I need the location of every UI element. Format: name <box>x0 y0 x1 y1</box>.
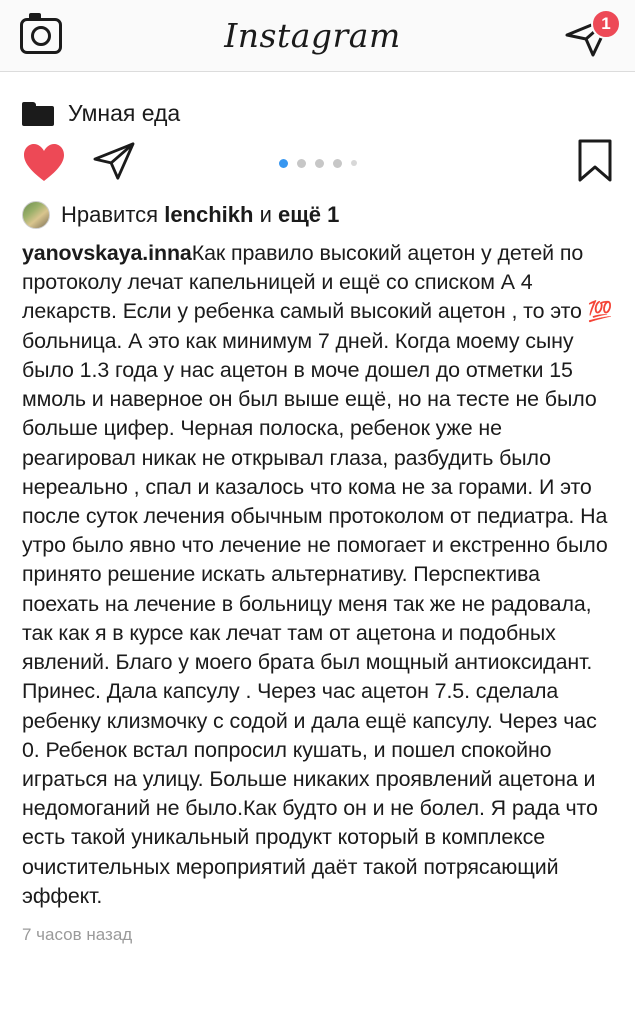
carousel-dot <box>279 159 288 168</box>
saved-collection-row[interactable] <box>0 72 635 131</box>
likes-username[interactable]: lenchikh <box>164 202 254 227</box>
bookmark-icon <box>577 139 613 183</box>
post-caption <box>0 231 635 911</box>
camera-icon[interactable] <box>20 18 62 54</box>
carousel-dot <box>333 159 342 168</box>
likes-prefix: Нравится <box>61 202 159 227</box>
caption-text-part2: больница. А это как минимум 7 дней. Когда моему сыну было 1.3 года у нас ацетон в моче дошел до отметки 15 ммоль и наверное он был выше ещё, но на тесте не было больше цифер. Черная полоска, ребенок уже не реагировал никак не открывал глаза, разбудить было нереально , спал и казалось что кома не за горами. И это после суток лечения обычным протоколом от педиатра. На утро было явно что лечение не помогает и екстренно было принято решение искать альтернативу. Перспектива поехать на лечение в больницу меня так же не радовала, так как я в курсе как лечат там от ацетона и подобных явлений. Благо у моего брата был мощный антиоксидант. Принес. Дала капсулу . Через час ацетон 7.5. сделала ребенку клизмочку с содой и дала ещё капсулу. Через час 0. Ребенок встал попросил кушать, и пошел спокойно играться на улицу. Больше никаких проявлений ацетона и недомоганий не было.Как будто он и не болел. Я рада что есть такой уникальный продукт который в комплексе очистительных мероприятий даёт такой потрясающий эффект. <box>22 328 608 908</box>
caption-author[interactable]: yanovskaya.inna <box>22 241 192 265</box>
post-action-bar <box>0 131 635 193</box>
share-icon <box>92 141 136 181</box>
folder-icon <box>22 102 54 126</box>
heart-icon-filled <box>22 143 66 183</box>
likes-conjunction: и <box>259 202 272 227</box>
collection-label: Умная еда <box>68 100 181 126</box>
carousel-dot <box>297 159 306 168</box>
likes-row[interactable] <box>0 193 635 231</box>
app-title: Instagram <box>224 16 401 55</box>
carousel-dot <box>351 160 357 166</box>
carousel-dot <box>315 159 324 168</box>
hundred-emoji-icon: 💯 <box>587 301 612 324</box>
post-timestamp: 7 часов назад <box>22 925 133 945</box>
direct-unread-badge: 1 <box>591 9 621 39</box>
save-button[interactable] <box>577 139 613 188</box>
app-header <box>0 0 635 72</box>
caption-text-part1: Как правило высокий ацетон у детей по протоколу лечат капельницей и ещё со списком А 4 лекарств. Если у ребенка самый высокий ацетон , то это <box>22 241 588 324</box>
like-button[interactable] <box>22 143 66 183</box>
comment-share-button[interactable] <box>92 141 136 186</box>
likes-others[interactable]: ещё 1 <box>278 202 340 227</box>
avatar <box>22 201 50 229</box>
direct-messages-button[interactable] <box>563 13 615 59</box>
likes-text <box>61 202 339 228</box>
